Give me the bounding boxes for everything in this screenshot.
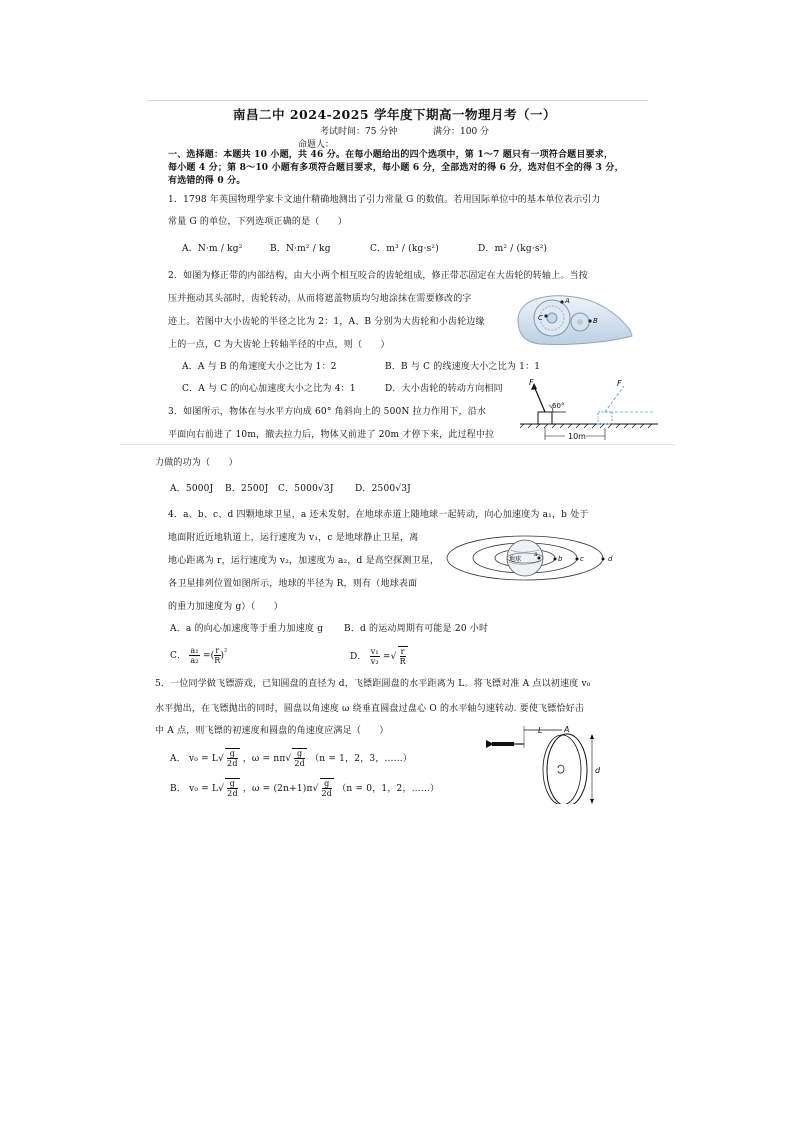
q1-option-c: C．m³ / (kg·s²)	[370, 244, 439, 254]
fig-label-d: d	[608, 555, 613, 563]
q2-option-c: C．A 与 C 的向心加速度大小之比为 4：1	[182, 384, 356, 394]
full-score: 满分：100 分	[433, 127, 490, 137]
fig-force-label-1: F	[529, 378, 534, 387]
q4-option-d-lhs: $\frac{\text{v₁}}{\text{v₂}}$	[370, 647, 379, 666]
q2-stem-line2: 压并拖动其头部时，齿轮转动，从而将遮盖物质均匀地涂抹在需要修改的字	[168, 294, 472, 304]
author-label: 命题人：	[298, 140, 335, 150]
fig-label-b: B	[593, 317, 598, 325]
fig-label-a: a	[534, 551, 538, 558]
q5-option-b: B． v₀ = L√ $\frac{g}{2d}$ ，ω = (2n+1)π√ $\frac{g}{2d}$ （n = 0，1，2，……）	[170, 779, 440, 798]
q4-option-a: A．a 的向心加速度等于重力加速度 g	[170, 624, 324, 634]
q4-stem-line5: 的重力加速度为 g）（ ）	[168, 602, 283, 612]
q3-option-b: B．2500J	[225, 484, 269, 494]
q5-stem-line1: 5．一位同学做飞镖游戏，已知圆盘的直径为 d，飞镖距圆盘的水平距离为 L。将飞镖对准 A 点以初速度 v₀	[155, 679, 591, 689]
fig-point-a-label: A	[564, 725, 570, 734]
q4-stem-line1: 4．a、b、c、d 四颗地球卫星，a 还未发射，在地球赤道上随地球一起转动，向心加速度为 a₁，b 处于	[168, 510, 589, 520]
satellite-orbits-figure	[445, 530, 625, 586]
pull-force-figure	[520, 378, 660, 444]
q1-stem-line1: 1．1798 年英国物理学家卡文迪什精确地测出了引力常量 G 的数值。若用国际单位中的基本单位表示引力	[168, 195, 601, 205]
q2-stem-line4: 上的一点，C 为大齿轮上转轴半径的中点，则（ ）	[168, 340, 390, 350]
q4-option-c-label: C．	[170, 651, 187, 661]
fig-label-c: C	[538, 314, 543, 322]
fig-label-c: c	[580, 555, 584, 563]
fig-earth-label: 地球	[509, 556, 522, 563]
q3-stem-line1: 3．如图所示，物体在与水平方向成 60° 角斜向上的 500N 拉力作用下，沿水	[168, 407, 487, 417]
q2-option-b: B．B 与 C 的线速度大小之比为 1：1	[385, 362, 541, 372]
q4-stem-line2: 地面附近近地轨道上，运行速度为 v₁，c 是地球静止卫星，离	[168, 533, 419, 543]
q4-stem-line3: 地心距离为 r，运行速度为 v₂，加速度为 a₂，d 是高空探测卫星，	[168, 556, 440, 566]
q1-option-a: A．N·m / kg²	[182, 244, 243, 254]
q1-option-d: D．m² / (kg·s²)	[478, 244, 548, 254]
fig-diameter-label: d	[595, 766, 601, 775]
q5-option-b-label: B．	[170, 784, 187, 794]
point-c-dot	[544, 314, 547, 317]
exam-time: 考试时间：75 分钟	[320, 127, 398, 137]
q3-option-d: D．2500√3J	[355, 484, 411, 494]
q4-option-d: D． $\frac{\text{v₁}}{\text{v₂}}$ =√ $\frac{r}{R}$	[350, 647, 406, 666]
fig-distance-label: 10m	[568, 432, 586, 441]
fig-distance-l-label: L	[538, 726, 543, 735]
q2-stem-line1: 2．如图为修正带的内部结构，由大小两个相互咬合的齿轮组成，修正带芯固定在大齿轮的转轴上。当按	[168, 271, 588, 281]
point-b-dot	[588, 319, 591, 322]
section-instructions-line1: 一、选择题：本题共 10 小题，共 46 分。在每小题给出的四个选项中，第 1～7 题只有一项符合题目要求，	[168, 150, 614, 160]
q1-option-b: B．N·m² / kg	[270, 244, 331, 254]
fig-label-b: b	[558, 555, 563, 563]
q2-stem-line3: 迹上。若图中大小齿轮的半径之比为 2：1，A、B 分别为大齿轮和小齿轮边缘	[168, 317, 485, 327]
q4-option-d-label: D．	[350, 652, 367, 662]
q3-stem-line2: 平面向右前进了 10m，撤去拉力后，物体又前进了 20m 才停下来，此过程中拉	[168, 430, 495, 440]
header-rule	[148, 100, 648, 101]
fig-label-a: A	[565, 297, 570, 305]
q3-option-a: A．5000J	[170, 484, 214, 494]
correction-tape-figure	[510, 290, 635, 350]
q2-option-a: A．A 与 B 的角速度大小之比为 1：2	[182, 362, 337, 372]
q1-stem-line2: 常量 G 的单位，下列选项正确的是（ ）	[168, 217, 348, 227]
dart-disk-figure	[480, 722, 605, 804]
q3-stem-line3: 力做的功为（ ）	[155, 458, 238, 468]
q4-option-c-rhs: $\frac{r}{R}$	[214, 646, 221, 665]
point-a-dot	[560, 300, 563, 303]
section-instructions-line3: 有选错的得 0 分。	[168, 176, 246, 186]
q5-option-a: A． v₀ = L√ $\frac{g}{2d}$ ，ω = nπ√ $\frac{g}{2d}$ （n = 1，2，3，……）	[170, 749, 413, 768]
fig-force-label-2: F	[617, 379, 622, 388]
q4-option-d-rhs: $\frac{r}{R}$	[399, 647, 406, 666]
q5-stem-line3: 中 A 点，则飞镖的初速度和圆盘的角速度应满足（ ）	[155, 726, 389, 736]
q4-option-c-lhs: $\frac{\text{a₁}}{\text{a₂}}$	[190, 646, 199, 665]
q5-stem-line2: 水平抛出，在飞镖抛出的同时，圆盘以角速度 ω 绕垂直圆盘过盘心 O 的水平轴匀速转动. 要使飞镖恰好击	[155, 704, 585, 714]
section-instructions-line2: 每小题 4 分；第 8～10 小题有多项符合题目要求，每小题 6 分，全部选对的得 6 分，选对但不全的得 3 分，	[168, 163, 624, 173]
q4-option-b: B．d 的运动周期有可能是 20 小时	[344, 624, 489, 634]
page-title: 南昌二中 2024-2025 学年度下期高一物理月考（一）	[233, 107, 556, 122]
q4-option-c: C． $\frac{\text{a₁}}{\text{a₂}}$ =( $\frac{r}{R}$ )$^{^2}$	[170, 646, 228, 665]
q3-option-c: C．5000√3J	[278, 484, 334, 494]
q4-stem-line4: 各卫星排列位置如图所示，地球的半径为 R，则有（地球表面	[168, 579, 418, 589]
q2-option-d: D．大小齿轮的转动方向相同	[385, 384, 503, 394]
q5-option-a-label: A．	[170, 754, 186, 764]
page-fold-line	[120, 444, 675, 445]
fig-angle-label: 60°	[552, 402, 565, 410]
